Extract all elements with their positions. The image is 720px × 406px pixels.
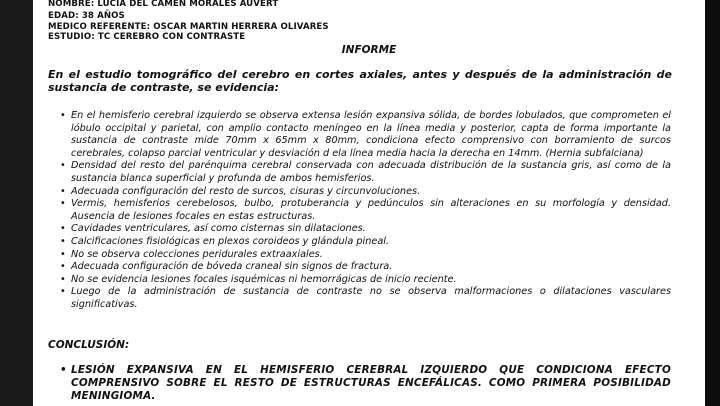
report-page [33, 0, 705, 406]
findings-list [71, 110, 671, 312]
conclusion-heading: CONCLUSIÓN: [48, 339, 130, 351]
conclusion-item: • LESIÓN EXPANSIVA EN EL HEMISFERIO CEREBRAL IZQUIERDO QUE CONDICIONA EFECTO COMPRENSIVO SOBRE EL RESTO DE ESTRUCTURAS ENCEFÁLICAS. COMO PRIMERA POSIBILIDAD MENINGIOMA. [71, 364, 671, 403]
finding-item: • Luego de la administración de sustancia de contraste no se observa malformaciones o dilataciones vasculares significativas. [71, 286, 671, 311]
patient-age: EDAD: 38 AÑOS [48, 11, 125, 21]
conclusion-list [71, 364, 671, 403]
referring-physician: MEDICO REFERENTE: OSCAR MARTIN HERRERA OLIVARES [48, 22, 329, 32]
study-type: ESTUDIO: TC CEREBRO CON CONTRASTE [48, 32, 246, 42]
finding-item: • Calcificaciones fisiológicas en plexos coroideos y glándula pineal. [71, 236, 671, 249]
finding-item: • En el hemisferio cerebral izquierdo se observa extensa lesión expansiva sólida, de bordes lobulados, que comprometen el lóbulo occipital y parietal, con amplio contacto meníngeo en la línea media y posterior, capta de forma importante la sustancia de contraste mide 70mm x 65mm x 80mm, condiciona efecto comprensivo con borramiento de surcos cerebrales, colapso parcial ventricular y desviación d ela línea media hacia la derecha en 14mm. (Hernia subfalciana) [71, 110, 671, 160]
finding-item: • Densidad del resto del parénquima cerebral conservada con adecuada distribución de la sustancia gris, así como de la sustancia blanca superficial y profunda de ambos hemisferios. [71, 160, 671, 185]
finding-item: • Vermis, hemisferios cerebelosos, bulbo, protuberancia y pedúnculos sin alteraciones en su morfología y densidad. Ausencia de lesiones focales en estas estructuras. [71, 198, 671, 223]
finding-item: • No se evidencia lesiones focales isquémicas ni hemorrágicas de inicio reciente. [71, 274, 671, 287]
viewer-border [705, 0, 720, 406]
finding-item: • Adecuada configuración del resto de surcos, cisuras y circunvoluciones. [71, 186, 671, 199]
finding-item: • No se observa colecciones peridurales extraaxiales. [71, 249, 671, 262]
patient-name: NOMBRE: LUCIA DEL CAMEN MORALES AUVERT [48, 0, 279, 9]
finding-item: • Adecuada configuración de bóveda craneal sin signos de fractura. [71, 261, 671, 274]
finding-item: • Cavidades ventriculares, así como cisternas sin dilataciones. [71, 223, 671, 236]
report-title: INFORME [341, 44, 397, 56]
report-intro: En el estudio tomográfico del cerebro en cortes axiales, antes y después de la administración de sustancia de contraste, se evidencia: [48, 68, 672, 94]
